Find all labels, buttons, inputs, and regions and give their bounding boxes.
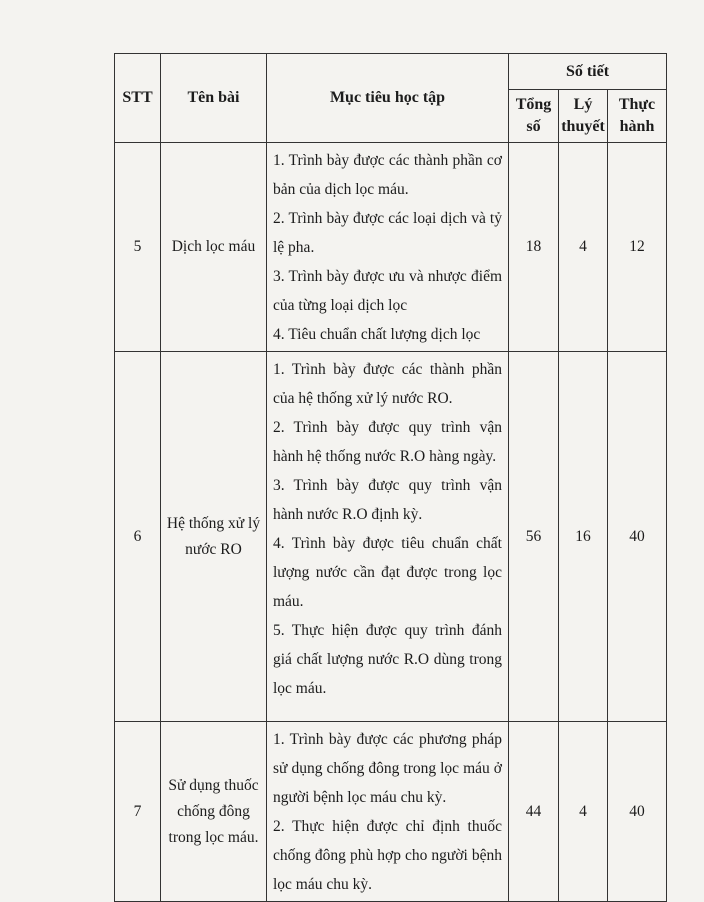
objective-item: 2. Trình bày được quy trình vận hành hệ thống nước R.O hàng ngày. (273, 419, 502, 465)
header-ten-bai: Tên bài (161, 54, 267, 143)
objective-item: 1. Trình bày được các thành phần của hệ thống xử lý nước RO. (273, 361, 502, 407)
row-lesson-name: Hệ thống xử lý nước RO (161, 352, 267, 722)
objective-item: 2. Trình bày được các loại dịch và tỷ lệ pha. (273, 210, 502, 256)
row-stt: 6 (115, 352, 161, 722)
row-ly-thuyet: 16 (559, 352, 608, 722)
header-so-tiet: Số tiết (509, 54, 667, 90)
row-thuc-hanh: 12 (608, 143, 667, 352)
row-objectives (267, 722, 509, 902)
row-tong-so: 18 (509, 143, 559, 352)
objective-item: 3. Trình bày được quy trình vận hành nước R.O định kỳ. (273, 477, 502, 523)
row-stt: 5 (115, 143, 161, 352)
row-ly-thuyet: 4 (559, 143, 608, 352)
header-row (115, 54, 667, 90)
row-lesson-name: Sử dụng thuốc chống đông trong lọc máu. (161, 722, 267, 902)
header-muc-tieu: Mục tiêu học tập (267, 54, 509, 143)
objective-item: 3. Trình bày được ưu và nhược điểm của từng loại dịch lọc (273, 268, 502, 314)
row-lesson-name: Dịch lọc máu (161, 143, 267, 352)
row-thuc-hanh: 40 (608, 352, 667, 722)
header-stt: STT (115, 54, 161, 143)
objective-item: 4. Tiêu chuẩn chất lượng dịch lọc (273, 326, 481, 343)
header-tong-so: Tổng số (509, 90, 559, 143)
objective-item: 1. Trình bày được các thành phần cơ bản của dịch lọc máu. (273, 152, 502, 198)
objective-item: 2. Thực hiện được chỉ định thuốc chống đông phù hợp cho người bệnh lọc máu chu kỳ. (273, 818, 502, 893)
objective-item: 5. Thực hiện được quy trình đánh giá chất lượng nước R.O dùng trong lọc máu. (273, 622, 502, 697)
row-objectives (267, 143, 509, 352)
objective-item: 1. Trình bày được các phương pháp sử dụng chống đông trong lọc máu ở người bệnh lọc máu chu kỳ. (273, 731, 502, 806)
row-stt: 7 (115, 722, 161, 902)
header-thuc-hanh: Thực hành (608, 90, 667, 143)
row-tong-so: 44 (509, 722, 559, 902)
header-ly-thuyet: Lý thuyết (559, 90, 608, 143)
row-ly-thuyet: 4 (559, 722, 608, 902)
objective-item: 4. Trình bày được tiêu chuẩn chất lượng nước cần đạt được trong lọc máu. (273, 535, 502, 610)
row-objectives (267, 352, 509, 722)
table-row (115, 722, 667, 902)
table-row (115, 352, 667, 722)
row-thuc-hanh: 40 (608, 722, 667, 902)
curriculum-table (114, 53, 667, 902)
row-tong-so: 56 (509, 352, 559, 722)
table-row (115, 143, 667, 352)
